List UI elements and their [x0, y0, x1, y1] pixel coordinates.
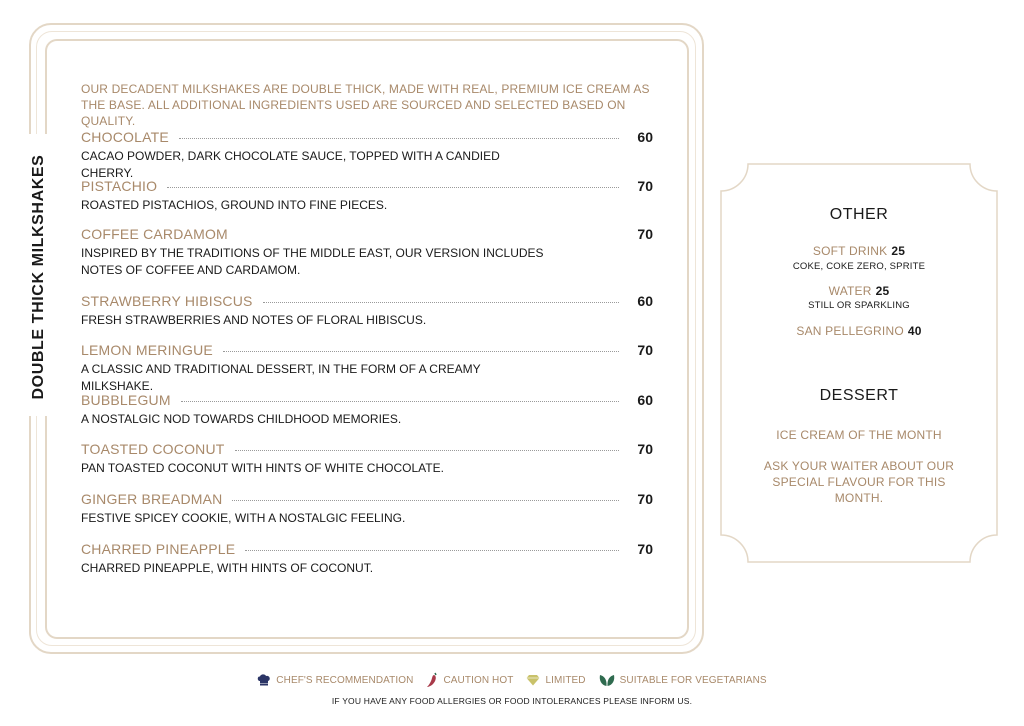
other-item-price: 25 — [891, 244, 906, 258]
chili-pepper-icon — [426, 672, 438, 688]
other-item-sub: STILL OR SPARKLING — [808, 300, 910, 311]
other-item-price: 25 — [875, 284, 890, 298]
item-price: 60 — [637, 293, 653, 309]
item-name: BUBBLEGUM — [81, 392, 171, 408]
item-name: GINGER BREADMAN — [81, 491, 223, 507]
legend-label: SUITABLE FOR VEGETARIANS — [619, 674, 767, 686]
menu-item — [81, 490, 653, 527]
menu-item — [81, 128, 653, 182]
menu-item — [81, 292, 653, 329]
dot-leader — [232, 500, 619, 501]
allergy-note: IF YOU HAVE ANY FOOD ALLERGIES OR FOOD INTOLERANCES PLEASE INFORM US. — [331, 696, 693, 706]
item-description: A CLASSIC AND TRADITIONAL DESSERT, IN THE FORM OF A CREAMY MILKSHAKE. — [81, 362, 481, 393]
item-description: INSPIRED BY THE TRADITIONS OF THE MIDDLE EAST, OUR VERSION INCLUDES NOTES OF COFFEE AND CARDAMOM. — [81, 246, 544, 277]
legend-label: LIMITED — [545, 674, 586, 686]
menu-item — [81, 341, 653, 395]
leaf-icon — [599, 674, 615, 687]
item-price: 70 — [637, 541, 653, 557]
item-description: CACAO POWDER, DARK CHOCOLATE SAUCE, TOPPED WITH A CANDIED CHERRY. — [81, 149, 500, 180]
item-description: CHARRED PINEAPPLE, WITH HINTS OF COCONUT. — [81, 561, 374, 575]
other-item-name: SAN PELLEGRINO — [796, 324, 904, 338]
item-name: PISTACHIO — [81, 178, 158, 194]
item-price: 60 — [637, 392, 653, 408]
dot-leader — [167, 187, 619, 188]
dot-leader — [263, 302, 619, 303]
menu-item — [81, 177, 653, 214]
item-price: 70 — [637, 226, 653, 242]
dessert-heading: DESSERT — [819, 387, 899, 404]
chef-hat-icon — [257, 674, 271, 686]
item-price: 70 — [637, 342, 653, 358]
menu-item — [81, 440, 653, 477]
item-name: LEMON MERINGUE — [81, 342, 213, 358]
item-description: FESTIVE SPICEY COOKIE, WITH A NOSTALGIC FEELING. — [81, 511, 406, 525]
legend-item — [526, 674, 585, 686]
dessert-text: ASK YOUR WAITER ABOUT OUR SPECIAL FLAVOUR FOR THIS MONTH. — [763, 459, 955, 505]
legend-item — [257, 674, 413, 686]
item-name: TOASTED COCONUT — [81, 441, 225, 457]
item-name: COFFEE CARDAMOM — [81, 226, 228, 242]
other-item-price: 40 — [907, 324, 922, 338]
item-price: 70 — [637, 441, 653, 457]
menu-item — [81, 391, 653, 428]
item-description: ROASTED PISTACHIOS, GROUND INTO FINE PIECES. — [81, 198, 388, 212]
item-price: 70 — [637, 491, 653, 507]
item-description: PAN TOASTED COCONUT WITH HINTS OF WHITE CHOCOLATE. — [81, 461, 444, 475]
item-name: CHARRED PINEAPPLE — [81, 541, 236, 557]
legend-item — [426, 672, 513, 688]
dot-leader — [223, 351, 619, 352]
section-title: DOUBLE THICK MILKSHAKES — [30, 154, 47, 400]
menu-intro: OUR DECADENT MILKSHAKES ARE DOUBLE THICK, MADE WITH REAL, PREMIUM ICE CREAM AS THE BASE. ALL ADDITIONAL INGREDIENTS USED ARE SOURCED AND SELECTED BASED ON QUALITY. — [81, 82, 650, 128]
dot-leader — [179, 138, 619, 139]
other-item-name: SOFT DRINK — [812, 244, 888, 258]
item-name: CHOCOLATE — [81, 129, 169, 145]
other-item — [720, 324, 998, 338]
diamond-icon — [526, 674, 540, 686]
item-name: STRAWBERRY HIBISCUS — [81, 293, 253, 309]
item-description: A NOSTALGIC NOD TOWARDS CHILDHOOD MEMORIES. — [81, 412, 402, 426]
dot-leader — [181, 401, 619, 402]
legend-label: CHEF'S RECOMMENDATION — [276, 674, 414, 686]
legend — [0, 672, 1024, 688]
other-item-name: WATER — [828, 284, 872, 298]
side-panel — [720, 163, 998, 563]
other-item — [720, 244, 998, 258]
dot-leader — [235, 450, 619, 451]
other-item — [720, 284, 998, 298]
legend-label: CAUTION HOT — [443, 674, 514, 686]
menu-item — [81, 225, 653, 279]
item-description: FRESH STRAWBERRIES AND NOTES OF FLORAL HIBISCUS. — [81, 313, 427, 327]
other-heading: OTHER — [829, 206, 889, 223]
dessert-title: ICE CREAM OF THE MONTH — [776, 428, 942, 442]
menu-item — [81, 540, 653, 577]
dot-leader — [245, 550, 619, 551]
other-item-sub: COKE, COKE ZERO, SPRITE — [792, 261, 926, 272]
item-price: 60 — [637, 129, 653, 145]
item-price: 70 — [637, 178, 653, 194]
legend-item — [599, 674, 767, 687]
